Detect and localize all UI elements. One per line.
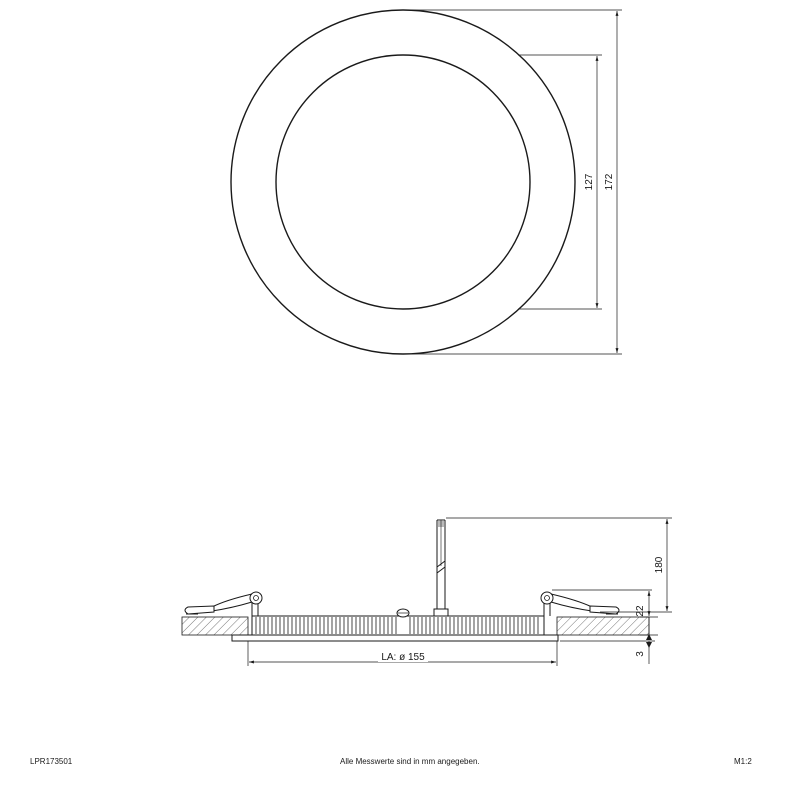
dimension-outer-label: 172 xyxy=(604,173,615,191)
ceiling-right xyxy=(557,617,649,635)
bezel xyxy=(232,635,558,641)
dimension-inner-label: 127 xyxy=(584,173,595,191)
spring-clip-left xyxy=(185,592,262,616)
article-number: LPR173501 xyxy=(30,757,73,766)
dimension-cutout-label: LA: ø 155 xyxy=(381,652,425,663)
side-view xyxy=(182,518,672,666)
dimension-cable-height-label: 180 xyxy=(654,556,665,574)
dimension-spring-height-label: 22 xyxy=(635,605,646,617)
center-screw xyxy=(397,609,409,617)
inner-ring xyxy=(276,55,530,309)
ceiling-left xyxy=(182,617,248,635)
dimension-bezel-thickness-label: 3 xyxy=(635,651,646,657)
scale-label: M1:2 xyxy=(734,757,752,766)
dimension-cutout xyxy=(248,641,557,666)
dimension-cable-height xyxy=(446,518,672,612)
dimension-bezel-thickness xyxy=(560,634,655,664)
measurement-note: Alle Messwerte sind in mm angegeben. xyxy=(340,757,480,766)
outer-ring xyxy=(231,10,575,354)
top-view xyxy=(231,10,622,354)
cable xyxy=(428,520,454,616)
spring-clip-right xyxy=(541,592,619,616)
